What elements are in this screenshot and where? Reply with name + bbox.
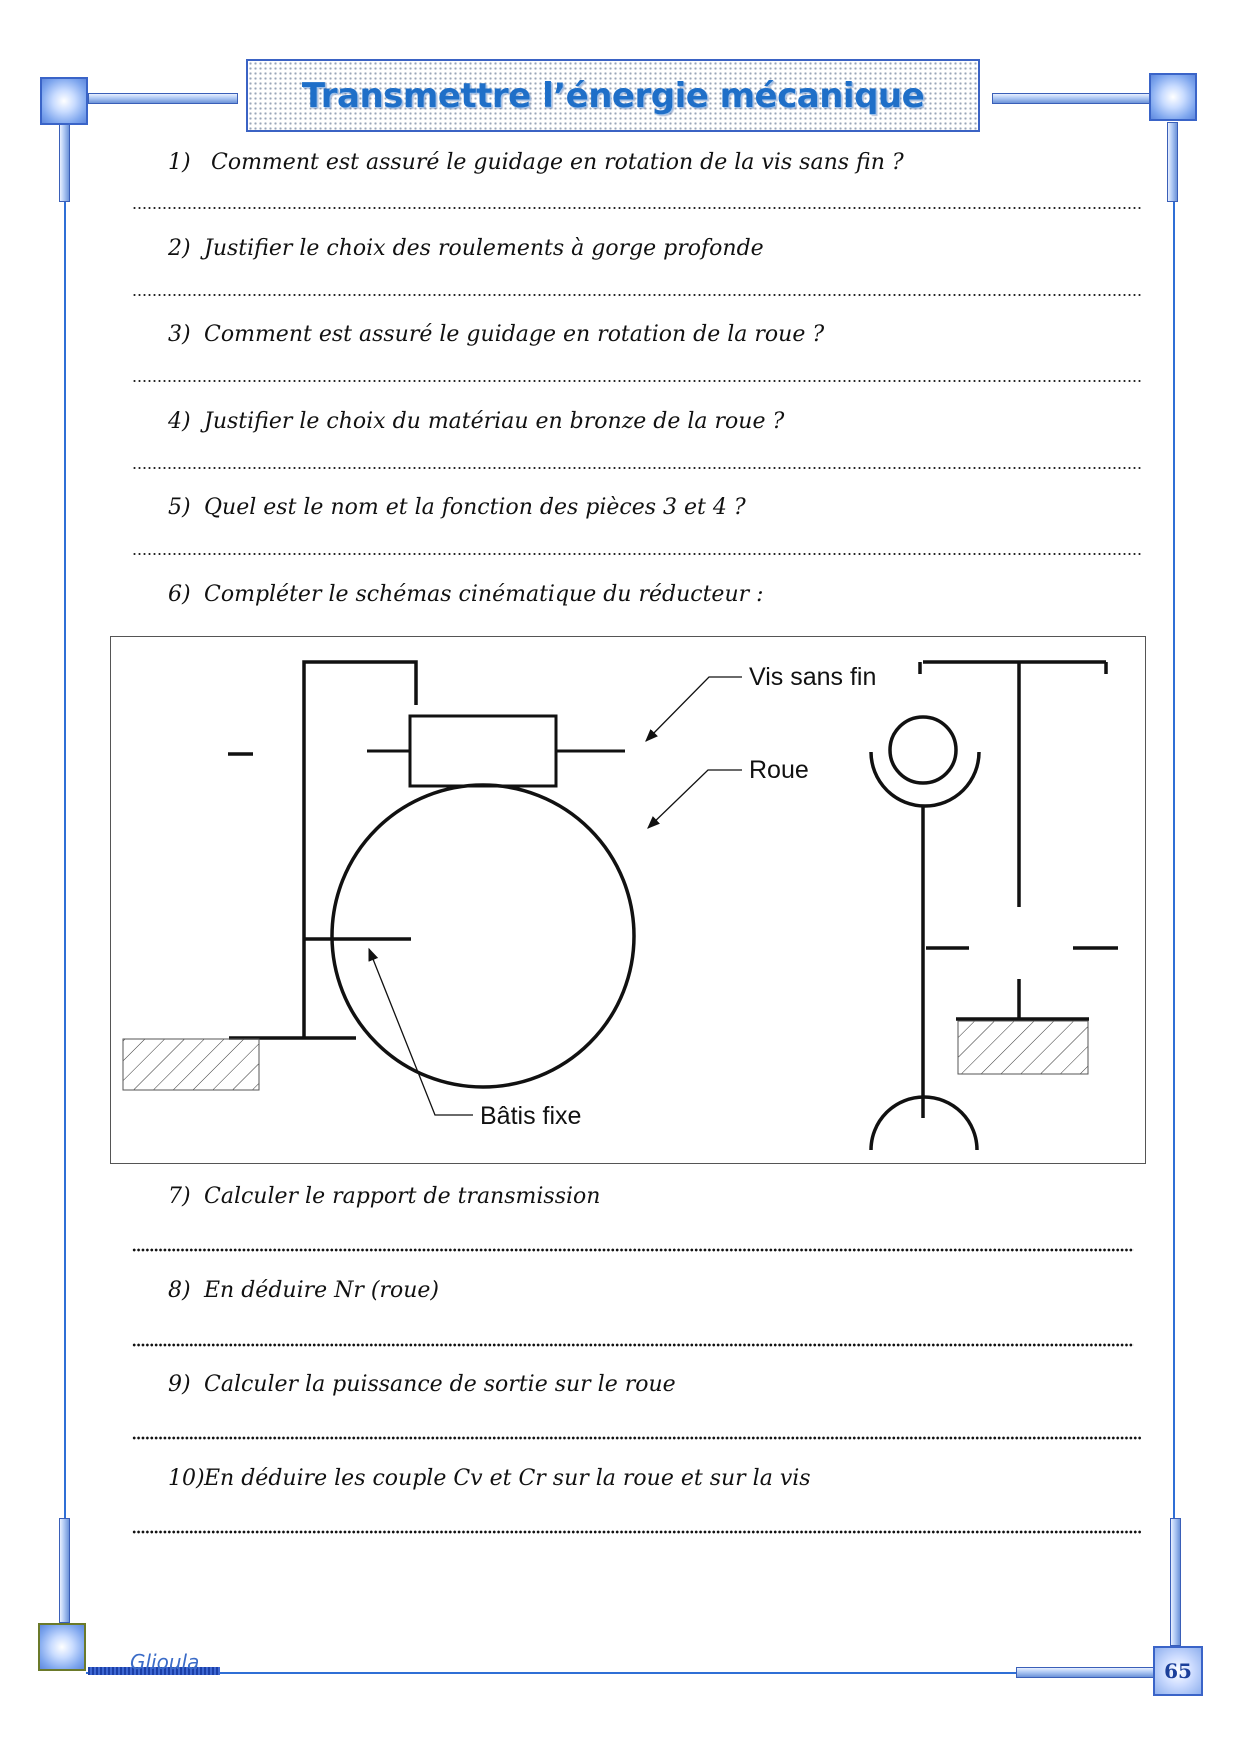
corner-ornament-top-left (40, 77, 88, 125)
question-number: 1) (168, 150, 191, 175)
kinematic-diagram-svg (111, 637, 1147, 1165)
question-number: 7) (168, 1184, 191, 1209)
answer-line-7[interactable] (132, 1248, 1134, 1252)
answer-line-9[interactable] (132, 1436, 1141, 1440)
question-6 (168, 584, 764, 606)
kinematic-diagram (110, 636, 1146, 1164)
question-number: 4) (168, 409, 191, 434)
question-text: Quel est le nom et la fonction des pièces 3 et 4 ? (204, 495, 746, 520)
question-number: 5) (168, 495, 191, 520)
question-text: Justifier le choix du matériau en bronze de la roue ? (204, 409, 785, 434)
question-text: Comment est assuré le guidage en rotation de la roue ? (204, 322, 825, 347)
question-number: 6) (168, 582, 191, 607)
leader-vis-sans-fin (646, 677, 742, 741)
question-number: 8) (168, 1278, 191, 1303)
question-text: Calculer la puissance de sortie sur le roue (204, 1372, 676, 1397)
question-text: En déduire Nr (roue) (204, 1278, 440, 1303)
answer-line-10[interactable] (132, 1530, 1141, 1534)
question-number: 10) (168, 1466, 205, 1491)
question-text: Justifier le choix des roulements à gorge profonde (204, 236, 764, 261)
corner-ornament-bottom-left (38, 1623, 86, 1671)
question-text: En déduire les couple Cv et Cr sur la roue et sur la vis (204, 1466, 811, 1491)
author-signature: Glioula (130, 1650, 200, 1674)
question-text: Calculer le rapport de transmission (204, 1184, 601, 1209)
question-8 (168, 1280, 439, 1302)
question-number: 3) (168, 322, 191, 347)
answer-line-2[interactable] (132, 293, 1141, 297)
question-9 (168, 1374, 676, 1396)
label-batis-fixe: Bâtis fixe (480, 1102, 582, 1130)
question-1 (168, 152, 904, 174)
frame-tube-left-bottom (59, 1518, 70, 1623)
left-ground-hatch (123, 1039, 259, 1090)
left-frame-support (228, 662, 416, 1038)
frame-tube-right-top (1167, 122, 1178, 202)
worm-screw-symbol (367, 716, 625, 786)
frame-left-line (64, 130, 66, 1650)
frame-tube-right-bottom (1170, 1518, 1181, 1646)
answer-line-5[interactable] (132, 552, 1141, 556)
frame-tube-bottom-right (1016, 1667, 1156, 1678)
label-vis-sans-fin: Vis sans fin (749, 663, 877, 691)
frame-tube-top-right (992, 93, 1152, 104)
leader-batis-fixe (369, 949, 473, 1115)
question-text: Comment est assuré le guidage en rotation de la vis sans fin ? (204, 150, 904, 175)
question-text: Compléter le schémas cinématique du réducteur : (204, 582, 764, 607)
question-4 (168, 411, 784, 433)
page-number-badge (1153, 1646, 1203, 1696)
answer-line-4[interactable] (132, 466, 1141, 470)
leader-roue (648, 770, 742, 828)
title-banner (246, 59, 980, 132)
question-number: 9) (168, 1372, 191, 1397)
question-7 (168, 1186, 600, 1208)
page-title: Transmettre l’énergie mécanique (301, 75, 925, 116)
question-2 (168, 238, 764, 260)
label-roue: Roue (749, 756, 809, 784)
answer-line-3[interactable] (132, 379, 1141, 383)
corner-ornament-top-right (1149, 73, 1197, 121)
frame-bottom-line (86, 1672, 1154, 1674)
question-3 (168, 324, 824, 346)
frame-tube-left-top (59, 122, 70, 202)
frame-right-line (1173, 130, 1175, 1650)
right-ground-hatch (958, 1021, 1088, 1074)
question-number: 2) (168, 236, 191, 261)
wheel-symbol (332, 785, 634, 1087)
question-10 (168, 1468, 811, 1490)
question-5 (168, 497, 746, 519)
right-side-view (871, 662, 1118, 1150)
answer-line-1[interactable] (132, 206, 1141, 210)
answer-line-8[interactable] (132, 1343, 1134, 1347)
frame-tube-top-left (88, 93, 238, 104)
page-number: 65 (1164, 1659, 1192, 1683)
